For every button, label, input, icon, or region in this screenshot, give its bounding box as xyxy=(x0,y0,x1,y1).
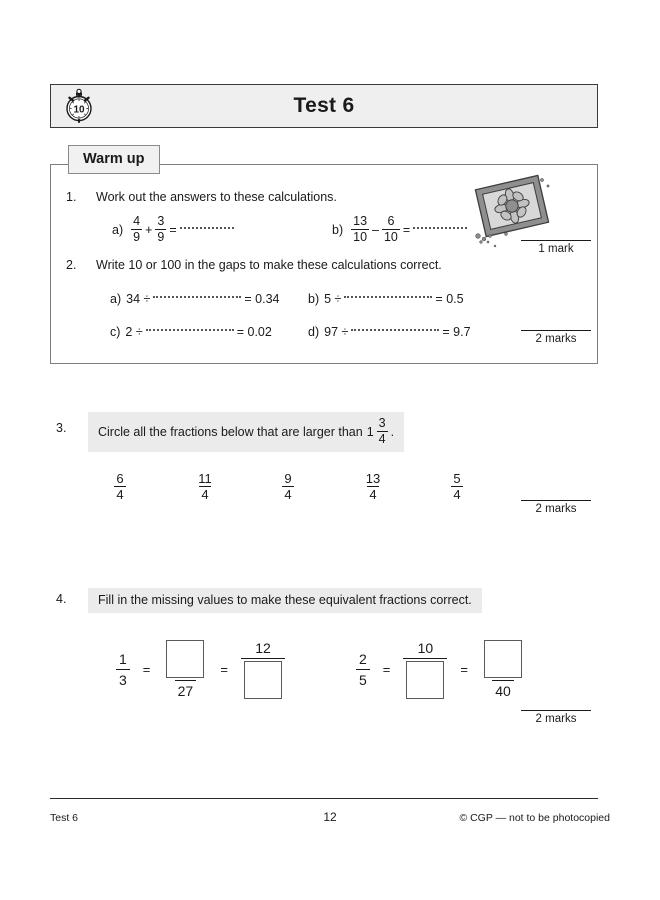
fraction: $\frac{9}{4}$ xyxy=(284,470,292,503)
equals-sign: = xyxy=(460,662,468,677)
fraction: $\frac{5}{4}$ xyxy=(453,470,461,503)
question-1-part-a xyxy=(112,215,237,244)
marks-rule xyxy=(521,710,591,711)
operator: + xyxy=(145,222,153,237)
footer-divider xyxy=(50,798,598,799)
answer-blank[interactable] xyxy=(180,227,234,229)
fraction: $\frac{3}{4}$ xyxy=(378,415,386,446)
whole-part: 1 xyxy=(366,424,374,439)
marks-label: 1 mark xyxy=(538,243,574,255)
marks-rule xyxy=(521,330,591,331)
equals-sign: = xyxy=(169,222,177,237)
expression-left: 97 ÷ xyxy=(324,325,349,339)
answer-blank[interactable] xyxy=(146,329,234,331)
fraction: $\frac{6}{10}$ xyxy=(383,213,398,244)
answer-blank[interactable] xyxy=(344,296,432,298)
question-4-prompt: Fill in the missing values to make these equivalent fractions correct. xyxy=(88,588,482,613)
question-1-number: 1. xyxy=(66,190,77,204)
equals-sign: = xyxy=(142,662,151,677)
fraction-term: $\frac{1}{3}$ xyxy=(116,651,130,688)
fraction: $\frac{6}{4}$ xyxy=(116,470,124,503)
question-2-prompt: Write 10 or 100 in the gaps to make these calculations correct. xyxy=(96,258,442,272)
marks-rule xyxy=(521,240,591,241)
equivalent-chain-1 xyxy=(112,640,289,699)
page-header-bar xyxy=(50,84,598,128)
fraction-term: 40 xyxy=(481,640,525,699)
question-3-prompt xyxy=(88,412,404,452)
mixed-number xyxy=(363,417,391,446)
page-title: Test 6 xyxy=(293,94,355,117)
question-1-prompt: Work out the answers to these calculations. xyxy=(96,190,337,204)
expression-left: 2 ÷ xyxy=(125,325,143,339)
operator: – xyxy=(372,222,379,237)
expression-right: = 9.7 xyxy=(442,325,471,339)
question-2-part-d xyxy=(308,325,471,339)
part-label: b) xyxy=(308,292,320,306)
fraction: $\frac{11}{4}$ xyxy=(198,470,212,503)
fraction: $\frac{3}{9}$ xyxy=(157,213,165,244)
fraction: $\frac{13}{10}$ xyxy=(353,213,368,244)
fraction-term: 12 xyxy=(241,640,285,699)
denominator-answer-box[interactable] xyxy=(241,658,285,699)
circle-option-2[interactable] xyxy=(185,472,225,502)
page-number: 12 xyxy=(323,810,337,824)
circle-option-1[interactable] xyxy=(100,472,140,502)
footer-test-label: Test 6 xyxy=(50,812,79,824)
expression-right: = 0.02 xyxy=(236,325,272,339)
part-label: b) xyxy=(332,222,344,237)
question-4-number: 4. xyxy=(56,592,67,606)
expression-left: 5 ÷ xyxy=(324,292,342,306)
part-label: c) xyxy=(110,325,121,339)
part-label: a) xyxy=(110,292,122,306)
marks-rule xyxy=(521,500,591,501)
numerator-answer-box[interactable] xyxy=(481,640,525,680)
question-3-number: 3. xyxy=(56,421,67,435)
fraction-term: $\frac{2}{5}$ xyxy=(356,651,370,688)
marks-label: 2 marks xyxy=(535,503,577,515)
expression-left: 34 ÷ xyxy=(126,292,151,306)
fraction: $\frac{13}{4}$ xyxy=(365,470,381,503)
warm-up-tab-label: Warm up xyxy=(68,145,160,174)
marks-label: 2 marks xyxy=(535,713,577,725)
expression-right: = 0.5 xyxy=(435,292,464,306)
question-2-number: 2. xyxy=(66,258,77,272)
question-2-marks xyxy=(521,330,591,345)
equals-sign: = xyxy=(220,662,228,677)
question-1-part-b xyxy=(332,215,470,244)
stopwatch-minutes: 10 xyxy=(73,104,85,116)
question-2-part-b xyxy=(308,292,464,306)
fraction-term: 10 xyxy=(403,640,447,699)
question-2-part-a xyxy=(110,292,279,306)
expression-right: = 0.34 xyxy=(244,292,280,306)
numerator-answer-box[interactable] xyxy=(163,640,207,680)
part-label: d) xyxy=(308,325,320,339)
equals-sign: = xyxy=(402,222,411,237)
circle-option-5[interactable] xyxy=(437,472,477,502)
circle-option-3[interactable] xyxy=(268,472,308,502)
answer-blank[interactable] xyxy=(153,296,241,298)
question-2-part-c xyxy=(110,325,272,339)
circle-option-4[interactable] xyxy=(353,472,393,502)
question-1-marks xyxy=(521,240,591,255)
equals-sign: = xyxy=(382,662,391,677)
fraction: $\frac{4}{9}$ xyxy=(133,213,141,244)
equivalent-chain-2 xyxy=(352,640,529,699)
marks-label: 2 marks xyxy=(535,333,577,345)
denominator-answer-box[interactable] xyxy=(403,658,447,699)
copyright-notice: © CGP — not to be photocopied xyxy=(459,812,610,824)
question-3-prompt-period: . xyxy=(390,424,395,439)
question-3-prompt-text: Circle all the fractions below that are larger than xyxy=(98,424,363,439)
part-label: a) xyxy=(112,222,124,237)
answer-blank[interactable] xyxy=(413,227,467,229)
question-4-marks xyxy=(521,710,591,725)
fraction-term: 27 xyxy=(163,640,207,699)
question-3-marks xyxy=(521,500,591,515)
answer-blank[interactable] xyxy=(351,329,439,331)
